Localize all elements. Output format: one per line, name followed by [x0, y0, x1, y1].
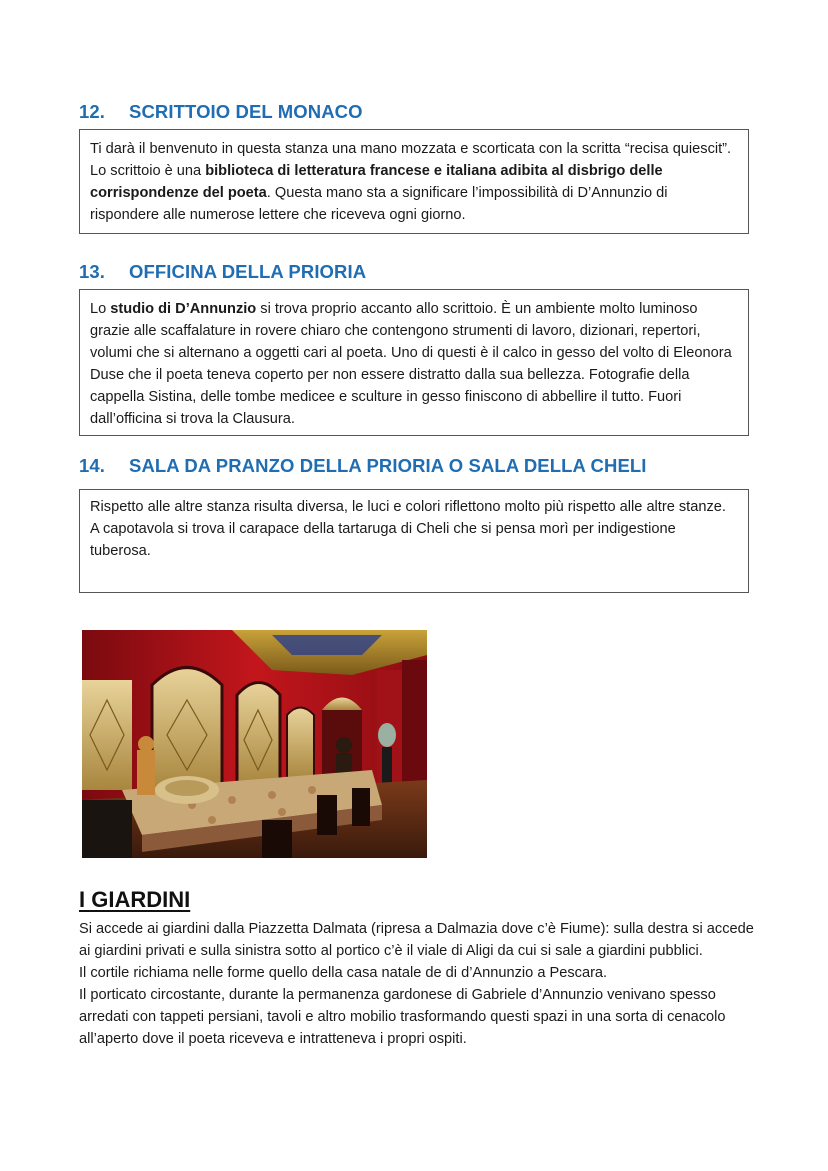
section-title: OFFICINA DELLA PRIORIA — [129, 261, 367, 282]
section-title: SCRITTOIO DEL MONACO — [129, 101, 363, 122]
text-run-bold: biblioteca di letteratura francese e italiana adibita al disbrigo delle corrispondenze del poeta — [90, 163, 663, 201]
text-line: Rispetto alle altre stanza risulta diversa, le luci e colori riflettono molto più rispetto alle altre stanze. — [90, 499, 726, 515]
giardini-body — [79, 918, 759, 1050]
section-12-heading — [79, 101, 363, 123]
section-number: 12. — [79, 101, 106, 122]
text-run: si trova proprio accanto allo scrittoio. È un ambiente molto luminoso grazie alle scaffalature in rovere chiaro che contengono strumenti di lavoro, dizionari, repertori, volumi che si alternano a oggetti cari al poeta. Uno di questi è il calco in gesso del volto di Eleonora Duse che il poeta teneva coperto per non essere distratto dalla sua bellezza. Fotografie della cappella Sistina, delle tombe medicee e sculture in gesso finiscono di abbellire il tutto. Fuori dall’officina si trova la Clausura. — [90, 301, 732, 427]
paragraph: Il cortile richiama nelle forme quello della casa natale de di d’Annunzio a Pescara. — [79, 965, 608, 981]
giardini-title: I GIARDINI — [79, 887, 191, 912]
text-run: Lo — [90, 301, 111, 317]
section-number: 13. — [79, 261, 106, 282]
text-line: A capotavola si trova il carapace della tartaruga di Cheli che si pensa morì per indigestione tuberosa. — [90, 521, 676, 559]
section-number: 14. — [79, 455, 106, 476]
text-run-bold: studio di D’Annunzio — [110, 301, 257, 317]
section-title: SALA DA PRANZO DELLA PRIORIA O SALA DELLA CHELI — [129, 455, 647, 476]
section-14-box — [79, 489, 749, 593]
section-13-box — [79, 289, 749, 436]
section-12-box — [79, 129, 749, 234]
dining-room-photo — [82, 630, 427, 858]
text-run: Ti darà il benvenuto in questa stanza una mano mozzata e scorticata con la scritta “recisa quiescit”. Lo scrittoio è una — [90, 141, 732, 179]
paragraph: Si accede ai giardini dalla Piazzetta Dalmata (ripresa a Dalmazia dove c’è Fiume): sulla destra si accede ai giardini privati e sulla sinistra sotto al portico c’è il viale di Aligi da cui si sale a giardini pubblici. — [79, 921, 754, 959]
text-run: . Questa mano sta a significare l’impossibilità di D’Annunzio di rispondere alle numerose lettere che riceveva ogni giorno. — [90, 185, 668, 223]
section-14-heading — [79, 455, 647, 477]
section-13-heading — [79, 261, 366, 283]
paragraph: Il porticato circostante, durante la permanenza gardonese di Gabriele d’Annunzio venivano spesso arredati con tappeti persiani, tavoli e altro mobilio trasformando questi spazi in una sorta di cenacolo all’aperto dove il poeta riceveva e intratteneva i propri ospiti. — [79, 987, 726, 1047]
